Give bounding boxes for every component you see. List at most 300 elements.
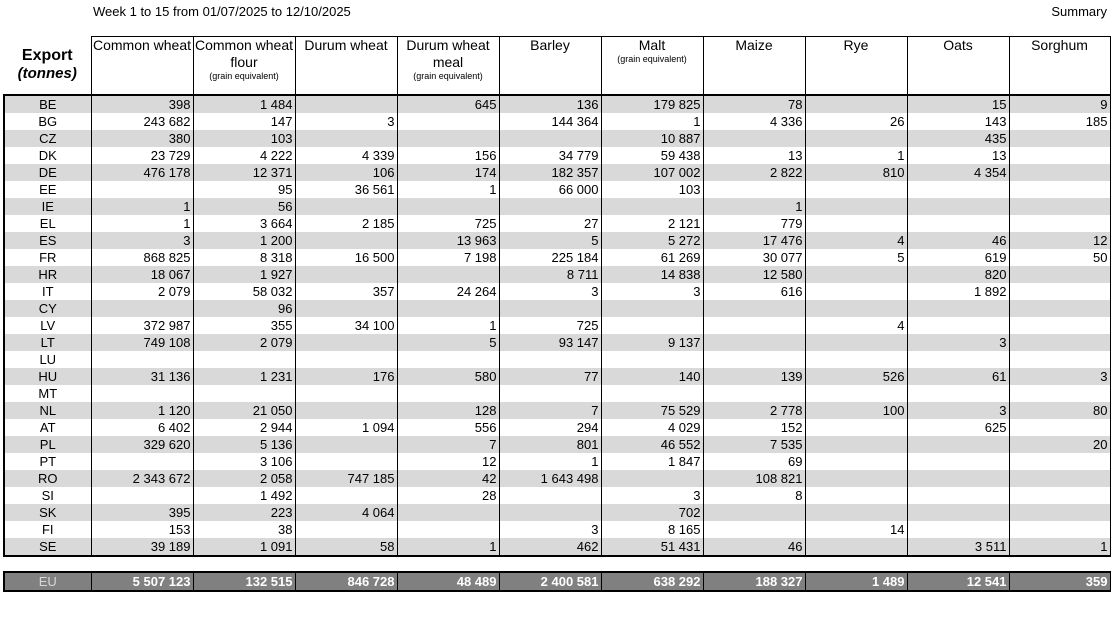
table-cell: 3 [499, 521, 601, 538]
table-cell: 12 [397, 453, 499, 470]
table-cell [1009, 198, 1110, 215]
table-cell [907, 504, 1009, 521]
table-cell: 59 438 [601, 147, 703, 164]
table-cell: 3 664 [193, 215, 295, 232]
table-cell: 26 [805, 113, 907, 130]
column-header-label: Durum wheat meal [406, 37, 490, 70]
table-cell: 38 [193, 521, 295, 538]
total-row [4, 572, 1110, 591]
table-cell: 1 927 [193, 266, 295, 283]
table-cell: 1 484 [193, 95, 295, 113]
column-header [295, 37, 397, 96]
table-cell: 61 269 [601, 249, 703, 266]
table-cell: 21 050 [193, 402, 295, 419]
country-code: SI [4, 487, 91, 504]
table-row [4, 95, 1110, 113]
table-cell: 2 944 [193, 419, 295, 436]
table-cell: 152 [703, 419, 805, 436]
table-cell [397, 504, 499, 521]
table-cell [1009, 334, 1110, 351]
table-row [4, 113, 1110, 130]
table-cell: 77 [499, 368, 601, 385]
table-cell: 225 184 [499, 249, 601, 266]
table-cell [805, 95, 907, 113]
table-cell [601, 385, 703, 402]
table-cell: 355 [193, 317, 295, 334]
period-label: Week 1 to 15 from 01/07/2025 to 12/10/2025 [93, 4, 351, 19]
table-cell: 107 002 [601, 164, 703, 181]
table-cell [1009, 147, 1110, 164]
column-header [193, 37, 295, 96]
table-cell [1009, 487, 1110, 504]
table-cell: 182 357 [499, 164, 601, 181]
table-cell [295, 198, 397, 215]
table-cell [91, 300, 193, 317]
country-code: IT [4, 283, 91, 300]
table-cell: 3 106 [193, 453, 295, 470]
table-cell: 95 [193, 181, 295, 198]
table-cell [1009, 470, 1110, 487]
table-cell: 357 [295, 283, 397, 300]
table-cell: 2 058 [193, 470, 295, 487]
country-code: AT [4, 419, 91, 436]
column-header [499, 37, 601, 96]
table-row [4, 419, 1110, 436]
table-cell [805, 470, 907, 487]
table-cell [805, 283, 907, 300]
table-row [4, 130, 1110, 147]
table-cell [295, 232, 397, 249]
table-cell [805, 300, 907, 317]
column-header-label: Common wheat flour [194, 37, 294, 70]
total-cell: 638 292 [601, 572, 703, 591]
table-cell: 4 354 [907, 164, 1009, 181]
table-cell: 820 [907, 266, 1009, 283]
table-cell: 61 [907, 368, 1009, 385]
table-cell [193, 351, 295, 368]
table-cell [1009, 521, 1110, 538]
column-header-label: Barley [530, 37, 570, 53]
table-cell [295, 300, 397, 317]
total-cell: 132 515 [193, 572, 295, 591]
country-code: MT [4, 385, 91, 402]
table-cell [295, 95, 397, 113]
table-cell [805, 436, 907, 453]
table-cell: 4 222 [193, 147, 295, 164]
table-cell [397, 198, 499, 215]
table-row [4, 538, 1110, 556]
table-cell: 5 [499, 232, 601, 249]
table-cell: 1 847 [601, 453, 703, 470]
table-cell: 1 231 [193, 368, 295, 385]
table-cell: 223 [193, 504, 295, 521]
table-cell: 5 272 [601, 232, 703, 249]
table-cell: 96 [193, 300, 295, 317]
table-cell: 1 492 [193, 487, 295, 504]
table-cell [295, 130, 397, 147]
table-cell: 46 [907, 232, 1009, 249]
table-cell: 2 079 [193, 334, 295, 351]
table-cell [907, 470, 1009, 487]
table-cell: 185 [1009, 113, 1110, 130]
table-cell [805, 453, 907, 470]
table-cell [805, 130, 907, 147]
table-cell: 103 [193, 130, 295, 147]
table-cell [805, 181, 907, 198]
country-code: DE [4, 164, 91, 181]
table-cell: 801 [499, 436, 601, 453]
table-cell: 136 [499, 95, 601, 113]
total-cell: 188 327 [703, 572, 805, 591]
table-cell: 12 371 [193, 164, 295, 181]
table-cell: 156 [397, 147, 499, 164]
table-cell: 8 165 [601, 521, 703, 538]
country-code: SE [4, 538, 91, 556]
table-cell: 28 [397, 487, 499, 504]
table-row [4, 351, 1110, 368]
country-code: LV [4, 317, 91, 334]
country-code: HU [4, 368, 91, 385]
total-cell: 359 [1009, 572, 1110, 591]
table-cell: 779 [703, 215, 805, 232]
table-cell: 1 [499, 453, 601, 470]
table-cell [91, 453, 193, 470]
table-cell: 1 [397, 181, 499, 198]
table-cell [1009, 300, 1110, 317]
table-cell: 7 198 [397, 249, 499, 266]
table-cell [805, 419, 907, 436]
table-cell: 3 [1009, 368, 1110, 385]
table-cell [907, 385, 1009, 402]
table-cell: 176 [295, 368, 397, 385]
table-cell [907, 317, 1009, 334]
table-cell: 2 079 [91, 283, 193, 300]
country-code: HR [4, 266, 91, 283]
table-cell [397, 113, 499, 130]
table-cell: 34 779 [499, 147, 601, 164]
table-cell: 372 987 [91, 317, 193, 334]
table-row [4, 368, 1110, 385]
table-cell: 4 [805, 232, 907, 249]
table-cell [91, 351, 193, 368]
table-cell [907, 215, 1009, 232]
table-cell: 8 711 [499, 266, 601, 283]
table-cell [1009, 453, 1110, 470]
table-cell: 4 [805, 317, 907, 334]
table-row [4, 436, 1110, 453]
table-cell: 66 000 [499, 181, 601, 198]
table-cell: 15 [907, 95, 1009, 113]
table-cell [397, 266, 499, 283]
table-cell [703, 504, 805, 521]
table-cell: 42 [397, 470, 499, 487]
table-cell [397, 351, 499, 368]
table-cell [1009, 351, 1110, 368]
table-cell [397, 130, 499, 147]
table-cell: 10 887 [601, 130, 703, 147]
table-cell: 1 [703, 198, 805, 215]
table-cell: 294 [499, 419, 601, 436]
table-cell: 12 [1009, 232, 1110, 249]
table-row [4, 198, 1110, 215]
table-cell: 18 067 [91, 266, 193, 283]
table-cell [1009, 181, 1110, 198]
table-cell [397, 385, 499, 402]
table-cell: 1 [91, 215, 193, 232]
table-cell [295, 521, 397, 538]
table-row [4, 147, 1110, 164]
total-cell: 846 728 [295, 572, 397, 591]
table-cell [805, 215, 907, 232]
table-cell: 580 [397, 368, 499, 385]
table-cell [295, 436, 397, 453]
table-cell [499, 300, 601, 317]
table-cell [703, 351, 805, 368]
column-header [1009, 37, 1110, 96]
table-cell [397, 300, 499, 317]
table-cell [295, 266, 397, 283]
table-cell: 14 838 [601, 266, 703, 283]
table-cell: 16 500 [295, 249, 397, 266]
table-cell: 619 [907, 249, 1009, 266]
table-cell [805, 538, 907, 556]
column-header-label: Rye [843, 37, 869, 53]
table-cell [703, 181, 805, 198]
table-cell [907, 181, 1009, 198]
table-cell [295, 351, 397, 368]
table-cell [805, 351, 907, 368]
table-cell: 1 [805, 147, 907, 164]
table-cell: 747 185 [295, 470, 397, 487]
country-code: LU [4, 351, 91, 368]
table-row [4, 334, 1110, 351]
table-cell [907, 198, 1009, 215]
table-cell: 1 [1009, 538, 1110, 556]
summary-label: Summary [1051, 4, 1107, 19]
table-cell [499, 504, 601, 521]
table-row [4, 453, 1110, 470]
table-cell: 1 [397, 538, 499, 556]
table-row [4, 487, 1110, 504]
table-cell: 2 778 [703, 402, 805, 419]
table-cell: 31 136 [91, 368, 193, 385]
table-cell: 153 [91, 521, 193, 538]
table-cell [1009, 419, 1110, 436]
table-cell [703, 317, 805, 334]
column-header-note: (grain equivalent) [413, 71, 483, 81]
country-code: FR [4, 249, 91, 266]
table-cell: 398 [91, 95, 193, 113]
table-cell: 725 [499, 317, 601, 334]
table-cell: 93 147 [499, 334, 601, 351]
table-cell [601, 351, 703, 368]
country-code: DK [4, 147, 91, 164]
table-cell: 17 476 [703, 232, 805, 249]
table-cell [601, 198, 703, 215]
table-cell: 462 [499, 538, 601, 556]
table-cell [1009, 504, 1110, 521]
column-header-label: Sorghum [1031, 37, 1088, 53]
table-cell: 476 178 [91, 164, 193, 181]
table-row [4, 402, 1110, 419]
table-cell [805, 266, 907, 283]
table-cell [907, 436, 1009, 453]
table-cell: 1 094 [295, 419, 397, 436]
table-cell [499, 385, 601, 402]
total-cell: 12 541 [907, 572, 1009, 591]
table-cell [295, 487, 397, 504]
table-row [4, 300, 1110, 317]
table-cell [1009, 385, 1110, 402]
column-header-label: Common wheat [92, 37, 192, 53]
table-cell: 179 825 [601, 95, 703, 113]
table-cell: 556 [397, 419, 499, 436]
table-cell [295, 402, 397, 419]
spacer-cell [4, 556, 1110, 572]
export-title: Export [21, 46, 73, 64]
table-cell: 4 029 [601, 419, 703, 436]
table-cell: 20 [1009, 436, 1110, 453]
table-cell: 13 [703, 147, 805, 164]
table-row [4, 504, 1110, 521]
country-code: IE [4, 198, 91, 215]
table-cell [193, 385, 295, 402]
table-cell: 395 [91, 504, 193, 521]
table-cell: 1 [601, 113, 703, 130]
country-code: PL [4, 436, 91, 453]
country-code: FI [4, 521, 91, 538]
table-cell [1009, 317, 1110, 334]
table-cell [805, 334, 907, 351]
table-cell: 2 822 [703, 164, 805, 181]
column-header-label: Malt [638, 37, 666, 53]
table-cell: 810 [805, 164, 907, 181]
table-cell [499, 351, 601, 368]
table-cell [91, 487, 193, 504]
column-header [805, 37, 907, 96]
table-cell: 174 [397, 164, 499, 181]
country-code: PT [4, 453, 91, 470]
table-row [4, 470, 1110, 487]
total-label: EU [4, 572, 91, 591]
table-cell: 27 [499, 215, 601, 232]
table-cell [805, 504, 907, 521]
table-cell [397, 521, 499, 538]
table-cell: 1 091 [193, 538, 295, 556]
table-cell [907, 351, 1009, 368]
table-cell [907, 521, 1009, 538]
table-cell: 2 185 [295, 215, 397, 232]
country-code: BG [4, 113, 91, 130]
table-cell [601, 300, 703, 317]
table-cell: 14 [805, 521, 907, 538]
table-cell: 1 200 [193, 232, 295, 249]
column-header [397, 37, 499, 96]
export-unit: (tonnes) [17, 64, 77, 82]
table-cell: 46 [703, 538, 805, 556]
table-cell [907, 453, 1009, 470]
table-cell [295, 334, 397, 351]
table-cell: 3 [907, 334, 1009, 351]
total-cell: 48 489 [397, 572, 499, 591]
table-cell [295, 453, 397, 470]
table-cell [703, 385, 805, 402]
table-cell: 616 [703, 283, 805, 300]
table-cell: 13 963 [397, 232, 499, 249]
table-cell: 39 189 [91, 538, 193, 556]
table-cell: 56 [193, 198, 295, 215]
column-header-label: Maize [735, 37, 773, 53]
table-cell: 69 [703, 453, 805, 470]
table-cell [601, 470, 703, 487]
table-cell: 4 064 [295, 504, 397, 521]
country-code: EL [4, 215, 91, 232]
table-cell: 625 [907, 419, 1009, 436]
country-code: BE [4, 95, 91, 113]
table-cell: 108 821 [703, 470, 805, 487]
table-cell [703, 521, 805, 538]
table-cell [805, 198, 907, 215]
table-cell: 2 121 [601, 215, 703, 232]
column-header [907, 37, 1009, 96]
table-cell: 243 682 [91, 113, 193, 130]
table-cell [907, 487, 1009, 504]
table-cell: 526 [805, 368, 907, 385]
table-cell: 1 643 498 [499, 470, 601, 487]
table-cell: 9 [1009, 95, 1110, 113]
table-cell: 3 [601, 487, 703, 504]
table-cell [703, 130, 805, 147]
table-cell: 128 [397, 402, 499, 419]
table-cell [907, 300, 1009, 317]
column-header-label: Oats [943, 37, 973, 53]
table-cell: 143 [907, 113, 1009, 130]
table-row [4, 164, 1110, 181]
table-row [4, 521, 1110, 538]
table-cell: 7 [499, 402, 601, 419]
table-cell: 51 431 [601, 538, 703, 556]
table-row [4, 249, 1110, 266]
table-cell [295, 385, 397, 402]
table-cell: 702 [601, 504, 703, 521]
table-cell: 3 [601, 283, 703, 300]
table-cell [499, 130, 601, 147]
table-cell: 3 [295, 113, 397, 130]
corner-header [4, 37, 91, 96]
table-cell: 3 511 [907, 538, 1009, 556]
table-cell: 34 100 [295, 317, 397, 334]
country-code: SK [4, 504, 91, 521]
table-cell: 8 [703, 487, 805, 504]
table-cell: 100 [805, 402, 907, 419]
table-cell: 75 529 [601, 402, 703, 419]
table-cell: 50 [1009, 249, 1110, 266]
table-cell: 1 [91, 198, 193, 215]
total-cell: 1 489 [805, 572, 907, 591]
table-cell: 1 [397, 317, 499, 334]
table-cell [499, 487, 601, 504]
table-cell: 24 264 [397, 283, 499, 300]
table-cell: 1 120 [91, 402, 193, 419]
table-row [4, 266, 1110, 283]
table-cell: 5 [805, 249, 907, 266]
table-row [4, 215, 1110, 232]
table-cell: 106 [295, 164, 397, 181]
total-cell: 2 400 581 [499, 572, 601, 591]
table-row [4, 232, 1110, 249]
table-cell: 58 032 [193, 283, 295, 300]
table-cell [91, 385, 193, 402]
